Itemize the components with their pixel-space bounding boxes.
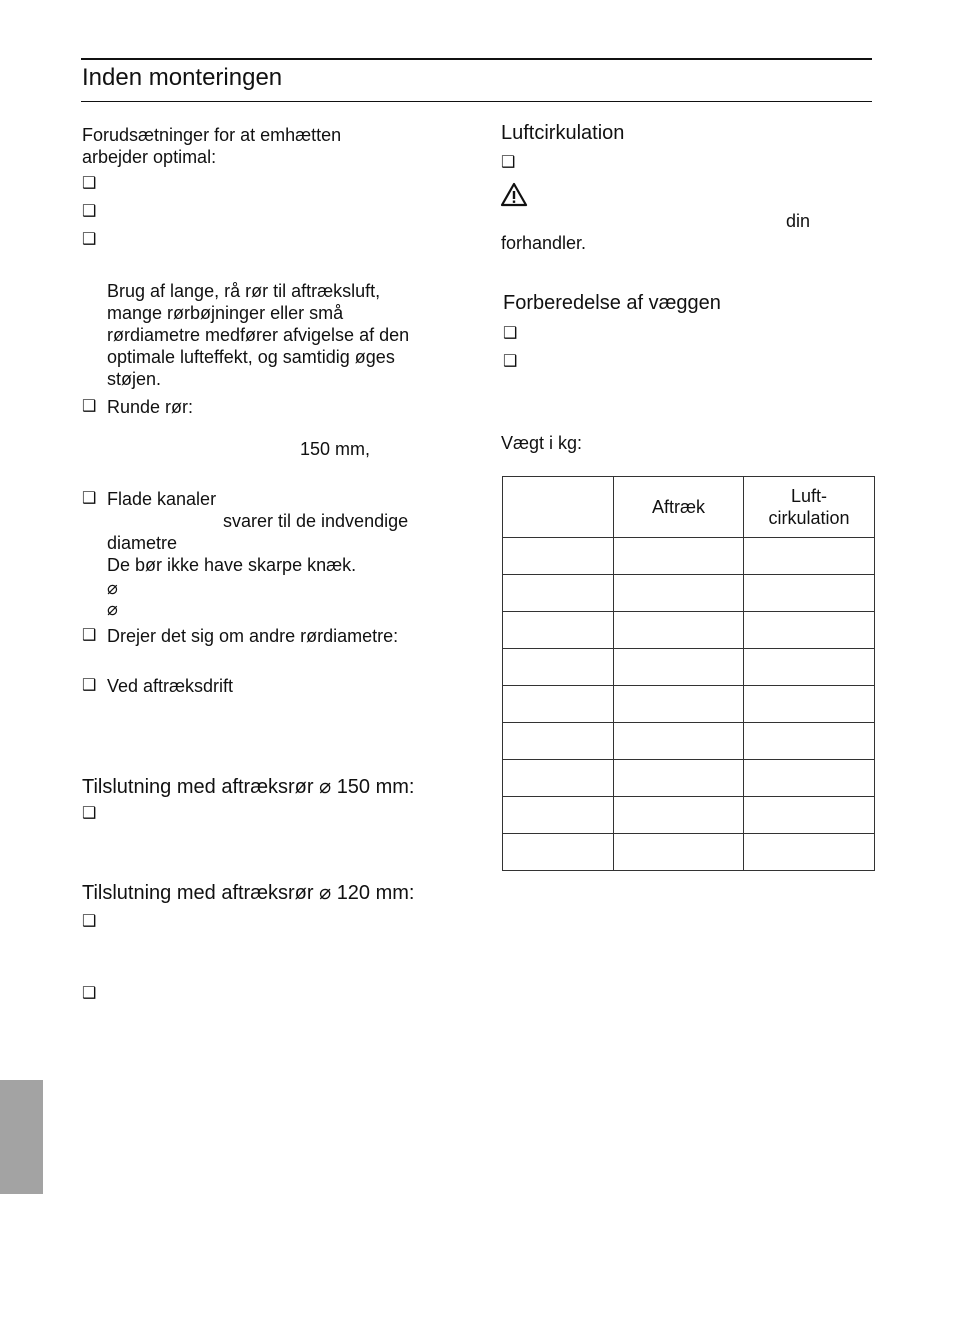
table-row [503, 834, 875, 871]
checkbox-icon: ❑ [501, 152, 516, 171]
page-title: Inden monteringen [82, 64, 283, 91]
table-cell [614, 797, 744, 834]
table-cell [503, 538, 614, 575]
table-cell [503, 612, 614, 649]
table-cell [503, 797, 614, 834]
checkbox-icon: ❑ [503, 351, 518, 370]
intro-line-2: arbejder optimal: [82, 147, 217, 167]
recirculation-din: din [786, 211, 811, 231]
language-side-tab [0, 1080, 43, 1194]
diameter-icon: ⌀ [107, 599, 118, 619]
diameter-icon: ⌀ [107, 578, 118, 598]
checkbox-icon: ❑ [82, 983, 97, 1002]
table-header-cell: Luft- cirkulation [744, 477, 875, 538]
recirculation-heading: Luftcirkulation [501, 122, 625, 144]
top-rule [81, 58, 872, 60]
flat-channels-label: Flade kanaler [107, 489, 217, 509]
flat-channels-line-4: De bør ikke have skarpe knæk. [107, 555, 357, 575]
table-cell [744, 649, 875, 686]
pipe-note-line: Brug af lange, rå rør til aftræksluft, [107, 281, 381, 301]
wall-preparation-heading: Forberedelse af væggen [503, 292, 721, 314]
section-heading-150: Tilslutning med aftræksrør ⌀ 150 mm: [82, 776, 415, 798]
table-row [503, 612, 875, 649]
title-underline [81, 101, 872, 102]
table-cell [744, 612, 875, 649]
exhaust-mode-label: Ved aftræksdrift [107, 676, 234, 696]
table-cell [744, 797, 875, 834]
table-cell [503, 649, 614, 686]
round-pipes-label: Runde rør: [107, 397, 194, 417]
recirculation-dealer: forhandler. [501, 233, 587, 253]
table-cell [614, 686, 744, 723]
pipe-note-line: mange rørbøjninger eller små [107, 303, 344, 323]
table-cell [744, 834, 875, 871]
table-cell [744, 686, 875, 723]
checkbox-icon: ❑ [82, 173, 97, 192]
table-cell [614, 575, 744, 612]
checkbox-icon: ❑ [82, 803, 97, 822]
table-row [503, 723, 875, 760]
table-header-cell: Aftræk [614, 477, 744, 538]
table-cell [614, 538, 744, 575]
warning-triangle-icon [500, 182, 528, 207]
table-cell [614, 760, 744, 797]
table-row [503, 686, 875, 723]
intro-line-1: Forudsætninger for at emhætten [82, 125, 342, 145]
checkbox-icon: ❑ [82, 675, 97, 694]
other-diameters-label: Drejer det sig om andre rørdiametre: [107, 626, 399, 646]
table-row [503, 538, 875, 575]
table-cell [503, 723, 614, 760]
table-cell [614, 723, 744, 760]
table-cell [503, 575, 614, 612]
section-heading-120: Tilslutning med aftræksrør ⌀ 120 mm: [82, 882, 415, 904]
table-cell [744, 723, 875, 760]
checkbox-icon: ❑ [82, 488, 97, 507]
table-row [503, 760, 875, 797]
table-header-cell [503, 477, 614, 538]
weight-table [502, 476, 875, 871]
table-cell [744, 760, 875, 797]
flat-channels-line-3: diametre [107, 533, 178, 553]
table-header-row [503, 477, 875, 538]
flat-channels-line-2: svarer til de indvendige [223, 511, 409, 531]
checkbox-icon: ❑ [82, 396, 97, 415]
table-cell [744, 538, 875, 575]
table-cell [614, 612, 744, 649]
table-row [503, 649, 875, 686]
checkbox-icon: ❑ [82, 911, 97, 930]
checkbox-icon: ❑ [82, 229, 97, 248]
table-row [503, 797, 875, 834]
checkbox-icon: ❑ [82, 625, 97, 644]
pipe-note-line: optimale lufteffekt, og samtidig øges [107, 347, 395, 367]
table-cell [503, 760, 614, 797]
weight-label: Vægt i kg: [501, 433, 583, 453]
pipe-note-line: rørdiametre medfører afvigelse af den [107, 325, 410, 345]
table-cell [503, 686, 614, 723]
round-pipes-size: 150 mm, [300, 439, 371, 459]
table-cell [614, 834, 744, 871]
checkbox-icon: ❑ [82, 201, 97, 220]
table-cell [614, 649, 744, 686]
pipe-note-line: støjen. [107, 369, 162, 389]
table-cell [503, 834, 614, 871]
checkbox-icon: ❑ [503, 323, 518, 342]
table-cell [744, 575, 875, 612]
table-row [503, 575, 875, 612]
